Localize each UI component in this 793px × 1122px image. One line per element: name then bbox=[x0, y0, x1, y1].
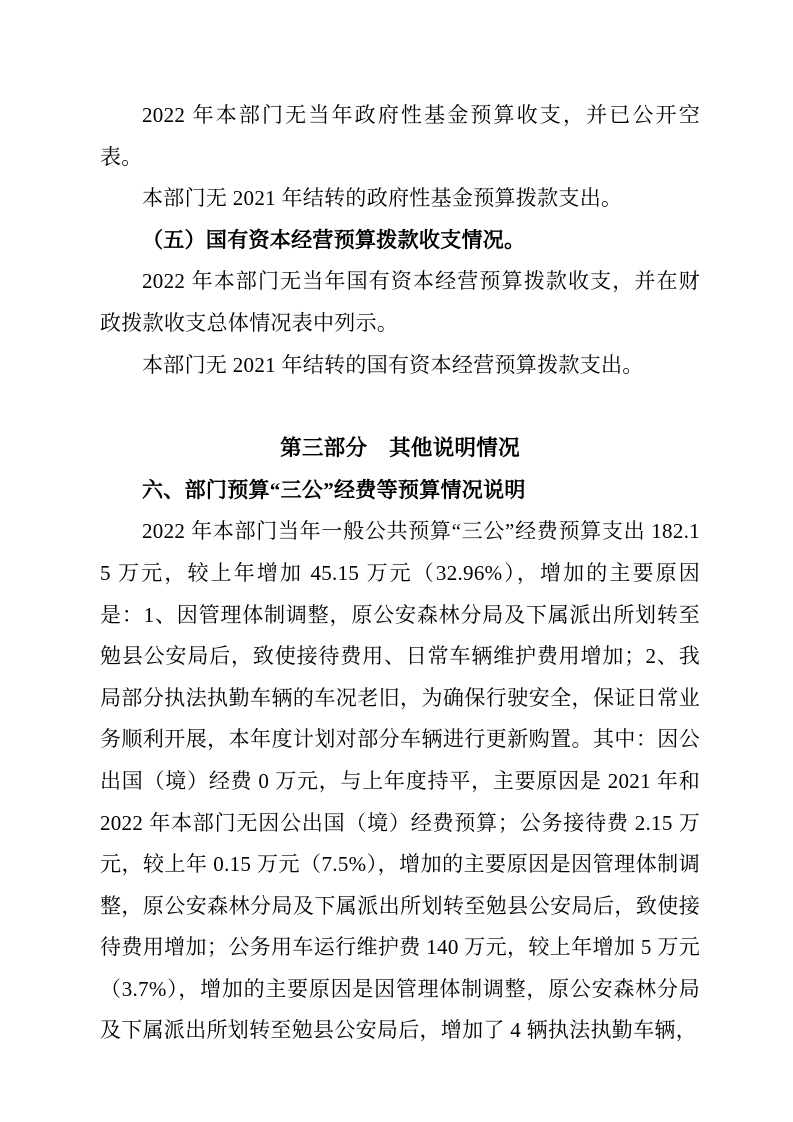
document-body bbox=[100, 95, 700, 1052]
paragraph-no-2021-govfund-carryover: 本部门无 2021 年结转的政府性基金预算拨款支出。 bbox=[142, 186, 623, 211]
subsection-heading-state-capital-budget: （五）国有资本经营预算拨款收支情况。 bbox=[142, 227, 526, 252]
paragraph-no-state-capital-budget: 2022 年本部门无当年国有资本经营预算拨款收支，并在财政拨款收支总体情况表中列示。 bbox=[100, 269, 700, 335]
paragraph-no-govfund-budget: 2022 年本部门无当年政府性基金预算收支，并已公开空表。 bbox=[100, 103, 700, 169]
paragraph-three-public-expenses-detail: 2022 年本部门当年一般公共预算“三公”经费预算支出 182.15 万元，较上年增加 45.15 万元（32.96%），增加的主要原因是：1、因管理体制调整，原公安森林分局及下属派出所划转至勉县公安局后，致使接待费用、日常车辆维护费用增加；2、我局部分执法执勤车辆的车况老旧，为确保行驶安全，保证日常业务顺利开展，本年度计划对部分车辆进行更新购置。其中：因公出国（境）经费 0 万元，与上年度持平，主要原因是 2021 年和 2022 年本部门无因公出国（境）经费预算；公务接待费 2.15 万元，较上年 0.15 万元（7.5%），增加的主要原因是因管理体制调整，原公安森林分局及下属派出所划转至勉县公安局后，致使接待费用增加；公务用车运行维护费 140 万元，较上年增加 5 万元（3.7%），增加的主要原因是因管理体制调整，原公安森林分局及下属派出所划转至勉县公安局后，增加了 4 辆执法执勤车辆， bbox=[100, 519, 700, 1043]
subsection-heading-three-public-expenses: 六、部门预算“三公”经费等预算情况说明 bbox=[142, 477, 526, 502]
paragraph-no-2021-state-capital-carryover: 本部门无 2021 年结转的国有资本经营预算拨款支出。 bbox=[142, 352, 644, 377]
section-title-part-three: 第三部分 其他说明情况 bbox=[280, 436, 520, 461]
